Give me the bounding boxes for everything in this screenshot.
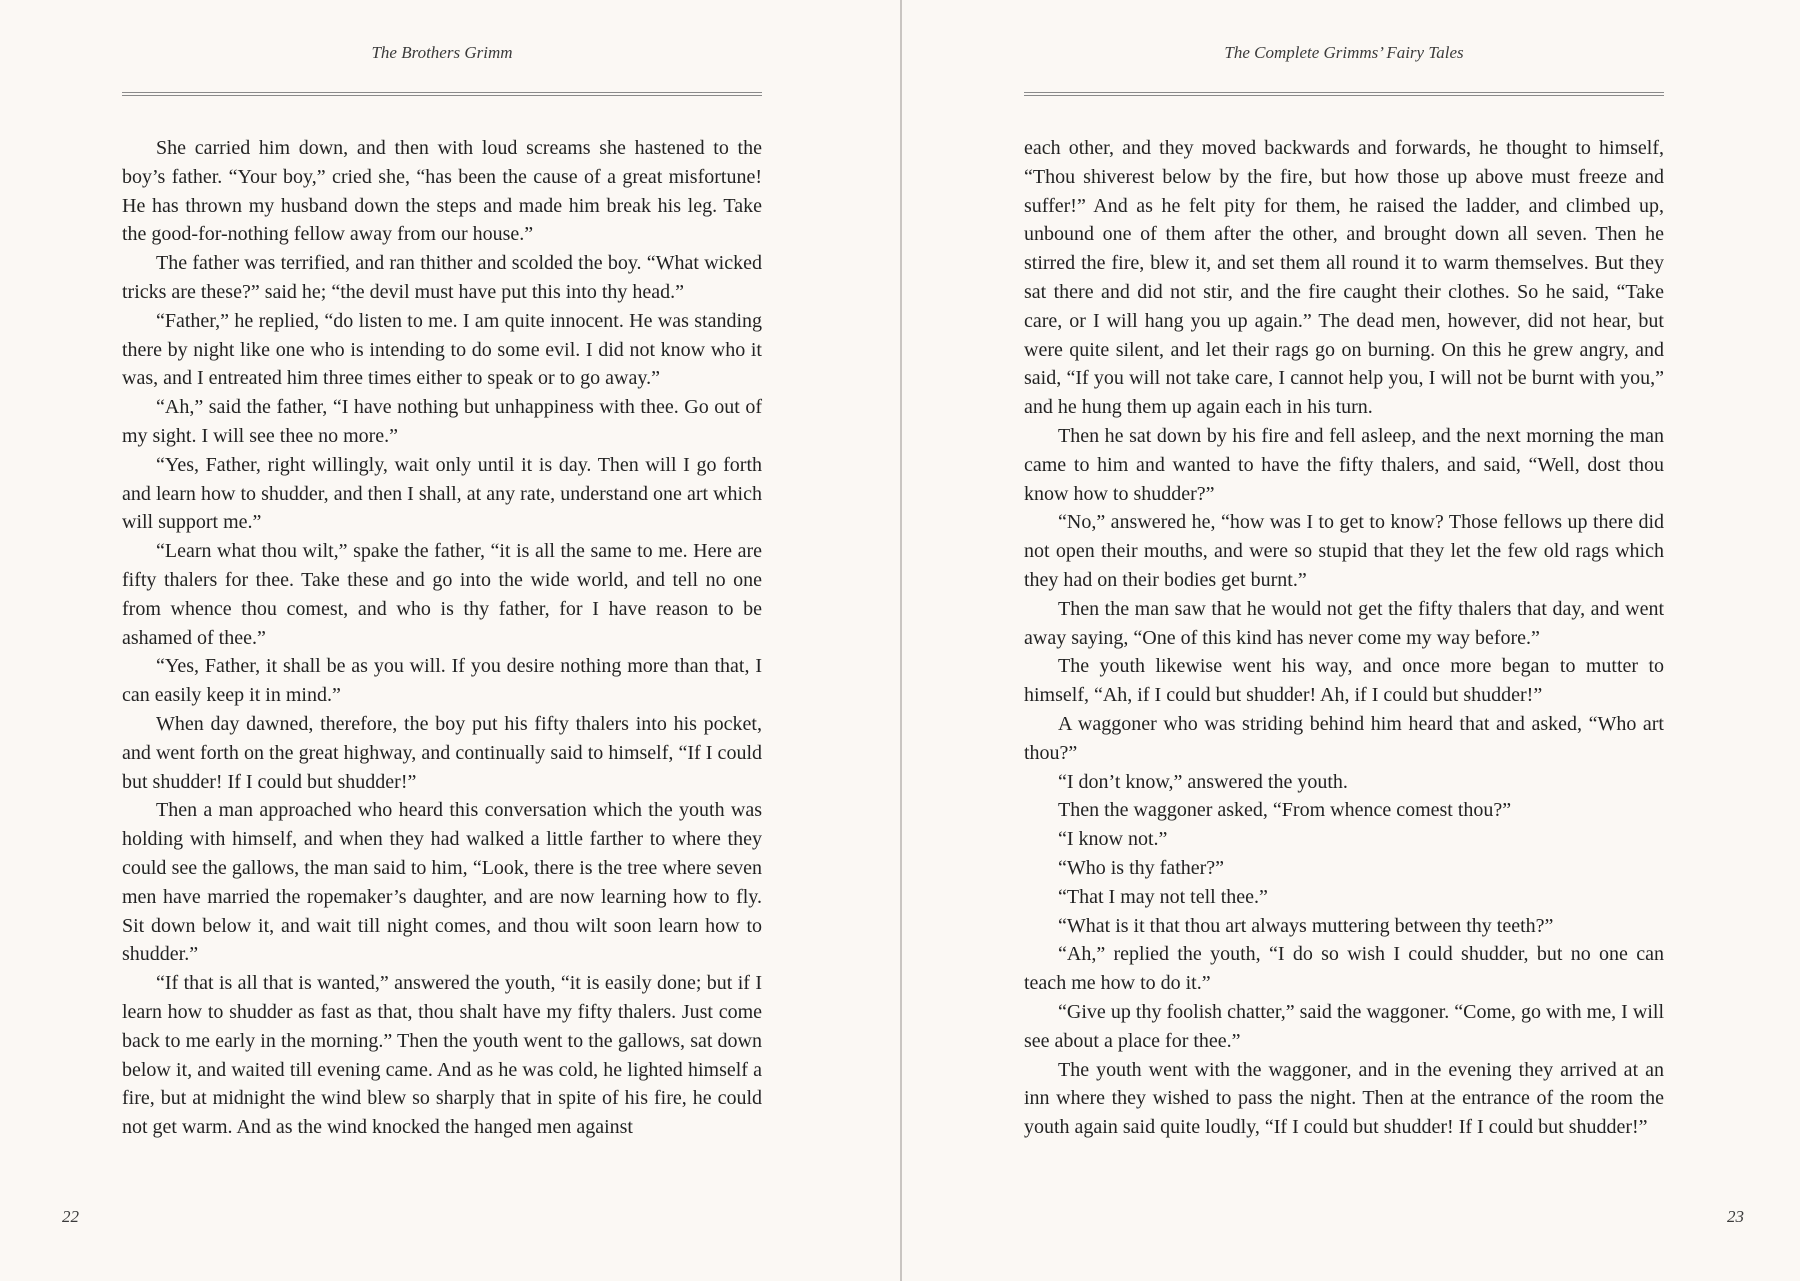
paragraph: Then he sat down by his fire and fell asleep, and the next morning the man came to him and wanted to have the fifty thalers, and said, “Well, dost thou know how to shudder?” [1024,424,1664,505]
paragraph: “Who is thy father?” [1058,856,1225,879]
page-body [122,134,762,1142]
page-body [1024,134,1664,1142]
paragraph: “Father,” he replied, “do listen to me. I am quite innocent. He was standing there by night like one who is intending to do some evil. I did not know who it was, and I entreated him three times either to speak or to go away.” [122,309,762,390]
paragraph: “I know not.” [1058,828,1168,851]
running-head: The Brothers Grimm [371,43,513,62]
paragraph: “Ah,” replied the youth, “I do so wish I could shudder, but no one can teach me how to do it.” [1024,943,1664,995]
header-rule [1024,92,1664,96]
paragraph: The youth went with the waggoner, and in the evening they arrived at an inn where they wished to pass the night. Then at the entrance of the room the youth again said quite loudly, “If I could but shudder! If I could but shudder!” [1024,1058,1664,1139]
paragraph: Then a man approached who heard this conversation which the youth was holding with himself, and when they had walked a little farther to where they could see the gallows, the man said to him, “Look, there is the tree where seven men have married the ropemaker’s daughter, and are now learning how to fly. Sit down below it, and wait till night comes, and thou wilt soon learn how to shudder.” [122,799,762,966]
paragraph: “That I may not tell thee.” [1058,885,1268,908]
paragraph: “Yes, Father, right willingly, wait only until it is day. Then will I go forth and learn how to shudder, and then I shall, at any rate, understand one art which will support me.” [122,453,762,534]
paragraph: She carried him down, and then with loud screams she hastened to the boy’s father. “Your boy,” cried she, “has been the cause of a great misfortune! He has thrown my husband down the steps and made him break his leg. Take the good-for-nothing fellow away from our house.” [122,137,762,246]
paragraph: Then the man saw that he would not get the fifty thalers that day, and went away saying, “One of this kind has never come my way before.” [1024,597,1664,649]
paragraph: “No,” answered he, “how was I to get to know? Those fellows up there did not open their mouths, and were so stupid that they let the few old rags which they had on their bodies get burnt.” [1024,511,1664,591]
page-number: 22 [62,1207,79,1226]
paragraph: each other, and they moved backwards and forwards, he thought to himself, “Thou shiverest below by the fire, but how those up above must freeze and suffer!” And as he felt pity for them, he raised the ladder, and climbed up, unbound one of them after the other, and brought down all seven. Then he stirred the fire, blew it, and set them all round it to warm themselves. But they sat there and did not stir, and the fire caught their clothes. So he said, “Take care, or I will hang you up again.” The dead men, however, did not hear, but were quite silent, and let their rags go on burning. On this he grew angry, and said, “If you will not take care, I cannot help you, I will not be burnt with you,” and he hung them up again each in his turn. [1024,137,1664,419]
paragraph: “Give up thy foolish chatter,” said the waggoner. “Come, go with me, I will see about a place for thee.” [1024,1000,1664,1052]
header-rule [122,92,762,96]
paragraph: “Ah,” said the father, “I have nothing but unhappiness with thee. Go out of my sight. I will see thee no more.” [122,396,762,447]
paragraph: When day dawned, therefore, the boy put his fifty thalers into his pocket, and went forth on the great highway, and continually said to himself, “If I could but shudder! If I could but shudder!” [122,712,762,793]
running-head: The Complete Grimms’ Fairy Tales [1224,43,1464,62]
right-page [902,0,1800,1281]
paragraph: “If that is all that is wanted,” answered the youth, “it is easily done; but if I learn how to shudder as fast as that, thou shalt have my fifty thalers. Just come back to me early in the morning.” Then the youth went to the gallows, sat down below it, and waited till evening came. And as he was cold, he lighted himself a fire, but at midnight the wind blew so sharply that in spite of his fire, he could not get warm. And as the wind knocked the hanged men against [122,972,762,1139]
paragraph: Then the waggoner asked, “From whence comest thou?” [1058,799,1512,822]
page-number: 23 [1727,1207,1744,1226]
paragraph: “What is it that thou art always muttering between thy teeth?” [1058,914,1554,937]
paragraph: A waggoner who was striding behind him heard that and asked, “Who art thou?” [1024,712,1664,764]
paragraph: “I don’t know,” answered the youth. [1058,770,1348,793]
paragraph: “Learn what thou wilt,” spake the father, “it is all the same to me. Here are fifty thalers for thee. Take these and go into the wide world, and tell no one from whence thou comest, and who is thy father, for I have reason to be ashamed of thee.” [122,540,762,649]
paragraph: The youth likewise went his way, and once more began to mutter to himself, “Ah, if I could but shudder! Ah, if I could but shudder!” [1024,655,1664,707]
paragraph: The father was terrified, and ran thither and scolded the boy. “What wicked tricks are these?” said he; “the devil must have put this into thy head.” [122,252,762,303]
paragraph: “Yes, Father, it shall be as you will. If you desire nothing more than that, I can easily keep it in mind.” [122,655,762,707]
